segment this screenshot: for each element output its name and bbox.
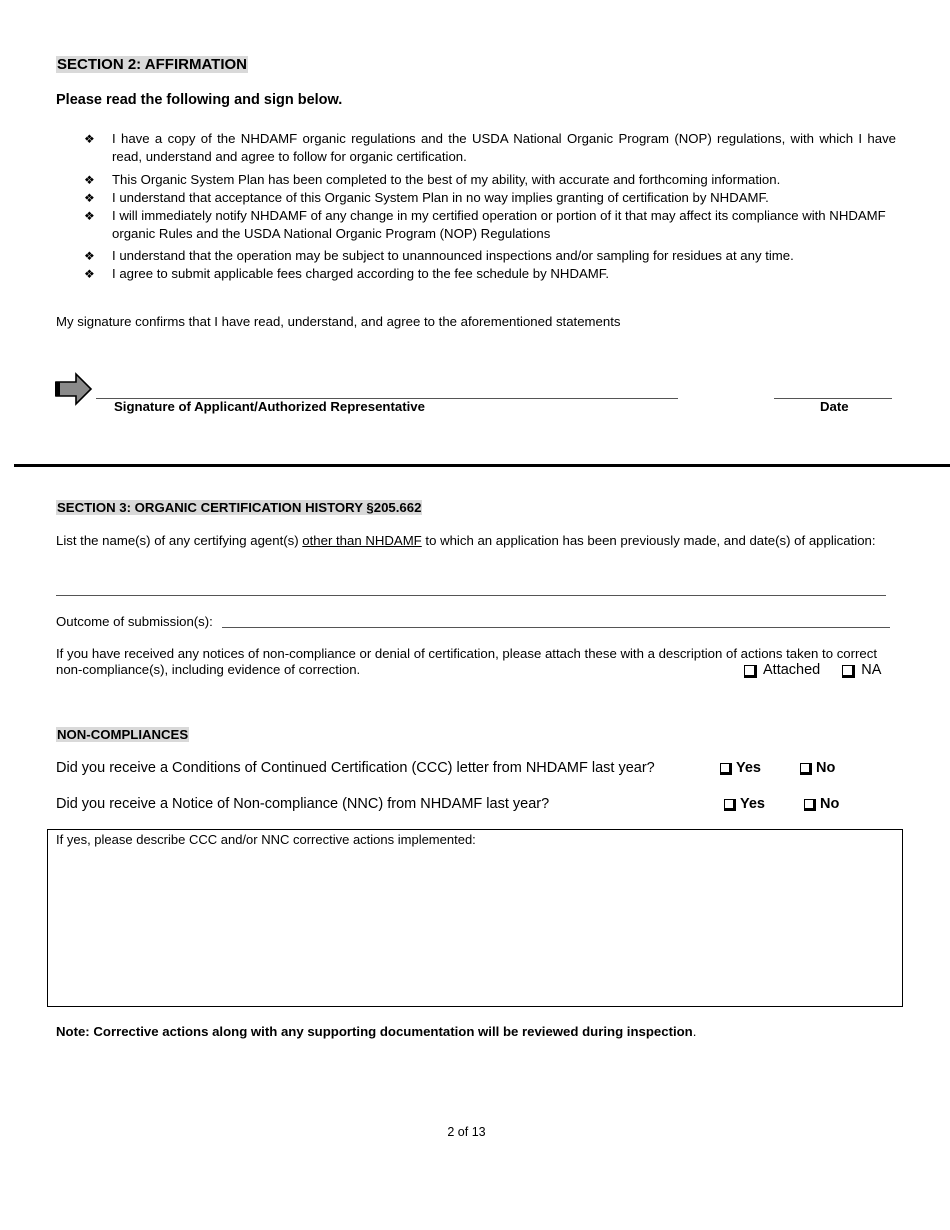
date-label: Date	[820, 399, 849, 414]
prompt-underlined-text: other than NHDAMF	[302, 533, 422, 548]
diamond-bullet-icon: ❖	[84, 249, 95, 263]
checkbox-icon[interactable]	[800, 763, 810, 773]
list-item	[84, 130, 896, 166]
diamond-bullet-icon: ❖	[84, 173, 95, 187]
outcome-label: Outcome of submission(s):	[56, 614, 213, 629]
prompt-text-end: to which an application has been previously made, and date(s) of application:	[421, 533, 876, 548]
arrow-right-icon	[54, 372, 94, 406]
list-item	[84, 247, 896, 265]
affirmation-text: I have a copy of the NHDAMF organic regulations and the USDA National Organic Program (NOP) regulations, with which I have read, understand and agree to follow for organic certification.	[112, 131, 896, 164]
affirmation-list	[84, 130, 896, 283]
prompt-text-start: List the name(s) of any certifying agent(s)	[56, 533, 303, 548]
yes-label: Yes	[740, 796, 765, 812]
affirmation-text: I understand that acceptance of this Organic System Plan in no way implies granting of certification by NHDAMF.	[112, 190, 769, 205]
na-checkbox[interactable]	[842, 665, 853, 676]
certifying-agents-field[interactable]	[56, 595, 886, 596]
checkbox-icon[interactable]	[720, 763, 730, 773]
section2-subtitle: Please read the following and sign below.	[56, 92, 343, 108]
attached-checkbox[interactable]	[744, 665, 755, 676]
list-item	[84, 171, 896, 189]
ccc-yes-option[interactable]	[720, 760, 761, 776]
no-label: No	[820, 796, 840, 812]
certifying-agents-prompt	[56, 533, 876, 549]
nnc-yes-option[interactable]	[724, 796, 765, 812]
notices-text: If you have received any notices of non-compliance or denial of certification, please attach these with a description of actions taken to correct non-compliance(s), including evidence of correction.	[56, 646, 878, 677]
ccc-question: Did you receive a Conditions of Continued Certification (CCC) letter from NHDAMF last year?	[56, 760, 655, 776]
section2-title: SECTION 2: AFFIRMATION	[57, 56, 247, 73]
note-bold-text: Note: Corrective actions along with any supporting documentation will be reviewed during inspection	[56, 1024, 693, 1039]
diamond-bullet-icon: ❖	[84, 209, 95, 223]
affirmation-text: I understand that the operation may be subject to unannounced inspections and/or sampling for residues at any time.	[112, 248, 794, 263]
affirmation-text: I agree to submit applicable fees charged according to the fee schedule by NHDAMF.	[112, 266, 610, 281]
signature-confirmation-text: My signature confirms that I have read, understand, and agree to the aforementioned statements	[56, 314, 621, 329]
diamond-bullet-icon: ❖	[84, 132, 95, 146]
na-label: NA	[861, 662, 882, 678]
affirmation-text: I will immediately notify NHDAMF of any change in my certified operation or portion of it that may affect its compliance with NHDAMF organic Rules and the USDA National Organic Program (NOP) Regulations	[112, 208, 886, 241]
note-end: .	[692, 1024, 697, 1039]
signature-label: Signature of Applicant/Authorized Representative	[114, 399, 425, 414]
list-item	[84, 189, 896, 207]
checkbox-icon[interactable]	[804, 799, 814, 809]
list-item	[84, 265, 896, 283]
list-item	[84, 207, 896, 243]
inspection-note	[56, 1024, 696, 1039]
outcome-field[interactable]	[222, 627, 890, 628]
corrective-actions-textarea[interactable]	[47, 829, 903, 1007]
attachment-options	[744, 662, 881, 678]
nnc-no-option[interactable]	[804, 796, 839, 812]
page-number: 2 of 13	[447, 1125, 486, 1139]
ccc-no-option[interactable]	[800, 760, 835, 776]
corrective-actions-label: If yes, please describe CCC and/or NNC corrective actions implemented:	[56, 832, 476, 847]
section-divider	[14, 464, 950, 467]
diamond-bullet-icon: ❖	[84, 191, 95, 205]
attached-label: Attached	[763, 662, 821, 678]
noncompliances-title: NON-COMPLIANCES	[57, 727, 189, 742]
checkbox-icon[interactable]	[724, 799, 734, 809]
nnc-question: Did you receive a Notice of Non-compliance (NNC) from NHDAMF last year?	[56, 796, 550, 812]
diamond-bullet-icon: ❖	[84, 267, 95, 281]
section3-title: SECTION 3: ORGANIC CERTIFICATION HISTORY §205.662	[57, 500, 422, 515]
affirmation-text: This Organic System Plan has been completed to the best of my ability, with accurate and forthcoming information.	[112, 172, 781, 187]
no-label: No	[816, 760, 836, 776]
yes-label: Yes	[736, 760, 761, 776]
